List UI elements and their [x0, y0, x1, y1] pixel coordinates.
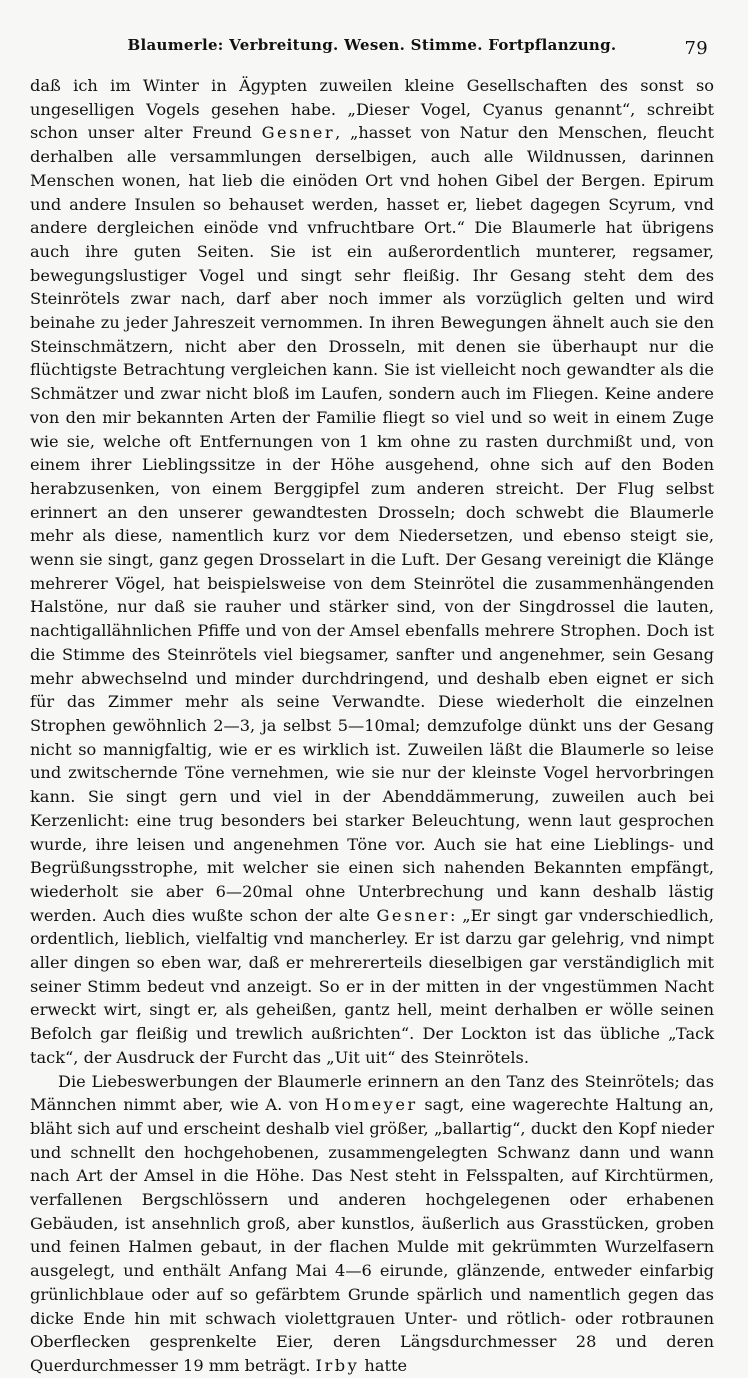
running-header — [30, 36, 714, 66]
paragraph — [30, 74, 714, 1070]
paragraph — [30, 1070, 714, 1378]
running-title: Blaumerle: Verbreitung. Wesen. Stimme. Fortpflanzung. — [127, 36, 617, 54]
page-number: 79 — [684, 38, 708, 59]
author-name: Homeyer — [324, 1095, 418, 1115]
author-name: Irby — [315, 1355, 360, 1375]
text-run: daß ich im Winter in Ägypten zuweilen kleine Gesellschaften des sonst so ungeselligen Vogels gesehen habe. „Dieser Vogel, Cyanus genannt“, schreibt schon unser alter Freund — [30, 76, 714, 143]
author-name: Gesner — [261, 123, 336, 143]
author-name: Gesner — [376, 905, 451, 925]
text-run: , „hasset von Natur den Menschen, fleucht derhalben alle versammlungen derselbigen, auch alle Wildnussen, darinnen Menschen wonen, hat lieb die einöden Ort vnd hohen Gibel der Bergen. Epirum und andere Insulen so behauset werden, hasset er, liebet dagegen Scyrum, vnd andere dergleichen einöde vnd vnfruchtbare Ort.“ Die Blaumerle hat übrigens auch ihre guten Seiten. Sie ist ein außerordentlich munterer, regsamer, bewegungslustiger Vogel und singt sehr fleißig. Ihr Gesang steht dem des Steinrötels zwar nach, darf aber noch immer als vorzüglich gelten und wird beinahe zu jeder Jahreszeit vernommen. In ihren Bewegungen ähnelt auch sie den Steinschmätzern, nicht aber den Drosseln, mit denen sie überhaupt nur die flüchtigste Betrachtung vergleichen kann. Sie ist vielleicht noch gewandter als die Schmätzer und zwar nicht bloß im Laufen, sondern auch im Fliegen. Keine andere von den mir bekannten Arten der Familie fliegt so viel und so weit in einem Zuge wie sie, welche oft Entfernungen von 1 km ohne zu rasten durchmißt und, von einem ihrer Lieblingssitze in der Höhe ausgehend, ohne sich auf den Boden herabzusenken, von einem Berggipfel zum anderen streicht. Der Flug selbst erinnert an den unserer gewandtesten Drosseln; doch schwebt die Blaumerle mehr als diese, namentlich kurz vor dem Niedersetzen, und ebenso steigt sie, wenn sie singt, ganz gegen Drosselart in die Luft. Der Gesang vereinigt die Klänge mehrerer Vögel, hat beispielsweise von dem Steinrötel die zusammenhängenden Halstöne, nur daß sie rauher und stärker sind, von der Singdrossel die lauten, nachtigallähnlichen Pfiffe und von der Amsel ebenfalls mehrere Strophen. Doch ist die Stimme des Steinrötels viel biegsamer, sanfter und angenehmer, sein Gesang mehr abwechselnd und minder durchdringend, und deshalb eben eignet er sich für das Zimmer mehr als seine Verwandte. Diese wiederholt die einzelnen Strophen gewöhnlich 2—3, ja selbst 5—10mal; demzufolge dünkt uns der Gesang nicht so mannigfaltig, wie er es wirklich ist. Zuweilen läßt die Blaumerle so leise und zwitschernde Töne vernehmen, wie sie nur der kleinste Vogel hervorbringen kann. Sie singt gern und viel in der Abenddämmerung, zuweilen auch bei Kerzenlicht: eine trug besonders bei starker Beleuchtung, wenn laut gesprochen wurde, ihre leisen und angenehmen Töne vor. Auch sie hat eine Lieblings- und Begrüßungsstrophe, mit welcher sie einen sich nahenden Bekannten empfängt, wiederholt sie aber 6—20mal ohne Unterbrechung und kann deshalb lästig werden. Auch dies wußte schon der alte — [30, 123, 714, 925]
text-run: Die Liebeswerbungen der Blaumerle erinnern an den Tanz des Steinrötels; das Männchen nimmt aber, wie A. von — [30, 1071, 714, 1115]
text-run: sagt, eine wagerechte Haltung an, bläht sich auf und erscheint deshalb viel größer, „ballartig“, duckt den Kopf nieder und schnellt den hochgehobenen, zusammengelegten Schwanz dann und wann nach Art der Amsel in die Höhe. Das Nest steht in Felsspalten, auf Kirchtürmen, verfallenen Bergschlössern und anderen hochgelegenen oder erhabenen Gebäuden, ist ansehnlich groß, aber kunstlos, äußerlich aus Grasstücken, groben und feinen Halmen gebaut, in der flachen Mulde mit gekrümmten Wurzelfasern ausgelegt, und enthält Anfang Mai 4—6 eirunde, glänzende, entweder einfarbig grünlichblaue oder auf so gefärbtem Grunde spärlich und namentlich gegen das dicke Ende hin mit schwach violettgrauen Unter- und rötlich- oder rotbraunen Oberflecken gesprenkelte Eier, deren Längsdurchmesser 28 und deren Querdurchmesser 19 mm beträgt. — [30, 1095, 714, 1375]
text-run: hatte — [359, 1355, 408, 1375]
body-text — [30, 74, 714, 1378]
text-run: : „Er singt gar vnderschiedlich, ordentlich, lieblich, vielfaltig vnd mancherley. Er ist darzu gar gelehrig, vnd nimpt aller dingen so eben war, daß er mehrererteils dieselbigen gar verständiglich mit seiner Stimm bedeut vnd anzeigt. So er in der mitten in der vngestümmen Nacht erweckt wirt, singt er, als geheißen, gantz hell, meint derhalben er wölle seinen Befolch gar fleißig und trewlich außrichten“. Der Lockton ist das übliche „Tack tack“, der Ausdruck der Furcht das „Uit uit“ des Steinrötels. — [30, 905, 714, 1067]
